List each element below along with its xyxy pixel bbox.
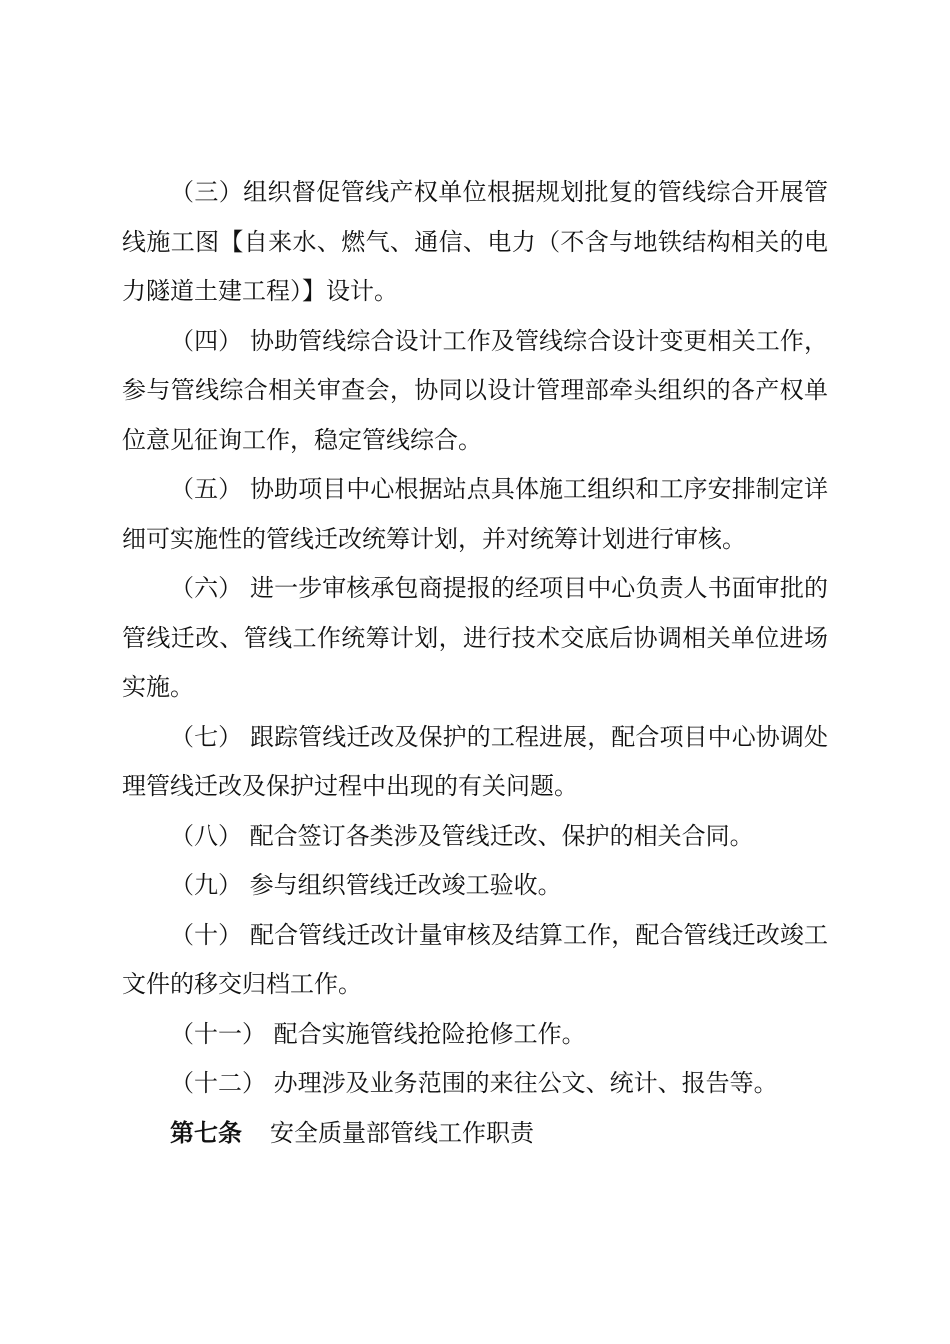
paragraph-4: （四） 协助管线综合设计工作及管线综合设计变更相关工作，参与管线综合相关审查会，协同以设计管理部牵头组织的各产权单位意见征询工作，稳定管线综合。	[122, 326, 828, 454]
paragraph-12: （十二） 办理涉及业务范围的来往公文、统计、报告等。	[170, 1069, 778, 1097]
paragraph-3: （三）组织督促管线产权单位根据规划批复的管线综合开展管线施工图【自来水、燃气、通信、电力（不含与地铁结构相关的电力隧道土建工程）】设计。	[122, 178, 828, 305]
article-number: 第七条	[170, 1118, 242, 1147]
paragraph-9: （九） 参与组织管线迁改竣工验收。	[170, 871, 562, 899]
paragraph-10: （十） 配合管线迁改计量审核及结算工作，配合管线迁改竣工文件的移交归档工作。	[122, 920, 828, 998]
paragraph-8: （八） 配合签订各类涉及管线迁改、保护的相关合同。	[170, 821, 754, 850]
document-body	[122, 168, 828, 1158]
paragraph-11: （十一） 配合实施管线抢险抢修工作。	[170, 1019, 586, 1048]
paragraph-5: （五） 协助项目中心根据站点具体施工组织和工序安排制定详细可实施性的管线迁改统筹计划，并对统筹计划进行审核。	[122, 475, 828, 553]
paragraph-7: （七） 跟踪管线迁改及保护的工程进展，配合项目中心协调处理管线迁改及保护过程中出现的有关问题。	[122, 722, 828, 800]
paragraph-6: （六） 进一步审核承包商提报的经项目中心负责人书面审批的管线迁改、管线工作统筹计划，进行技术交底后协调相关单位进场实施。	[122, 574, 828, 701]
article-title: 安全质量部管线工作职责	[270, 1118, 534, 1147]
article-heading	[122, 1109, 828, 1159]
